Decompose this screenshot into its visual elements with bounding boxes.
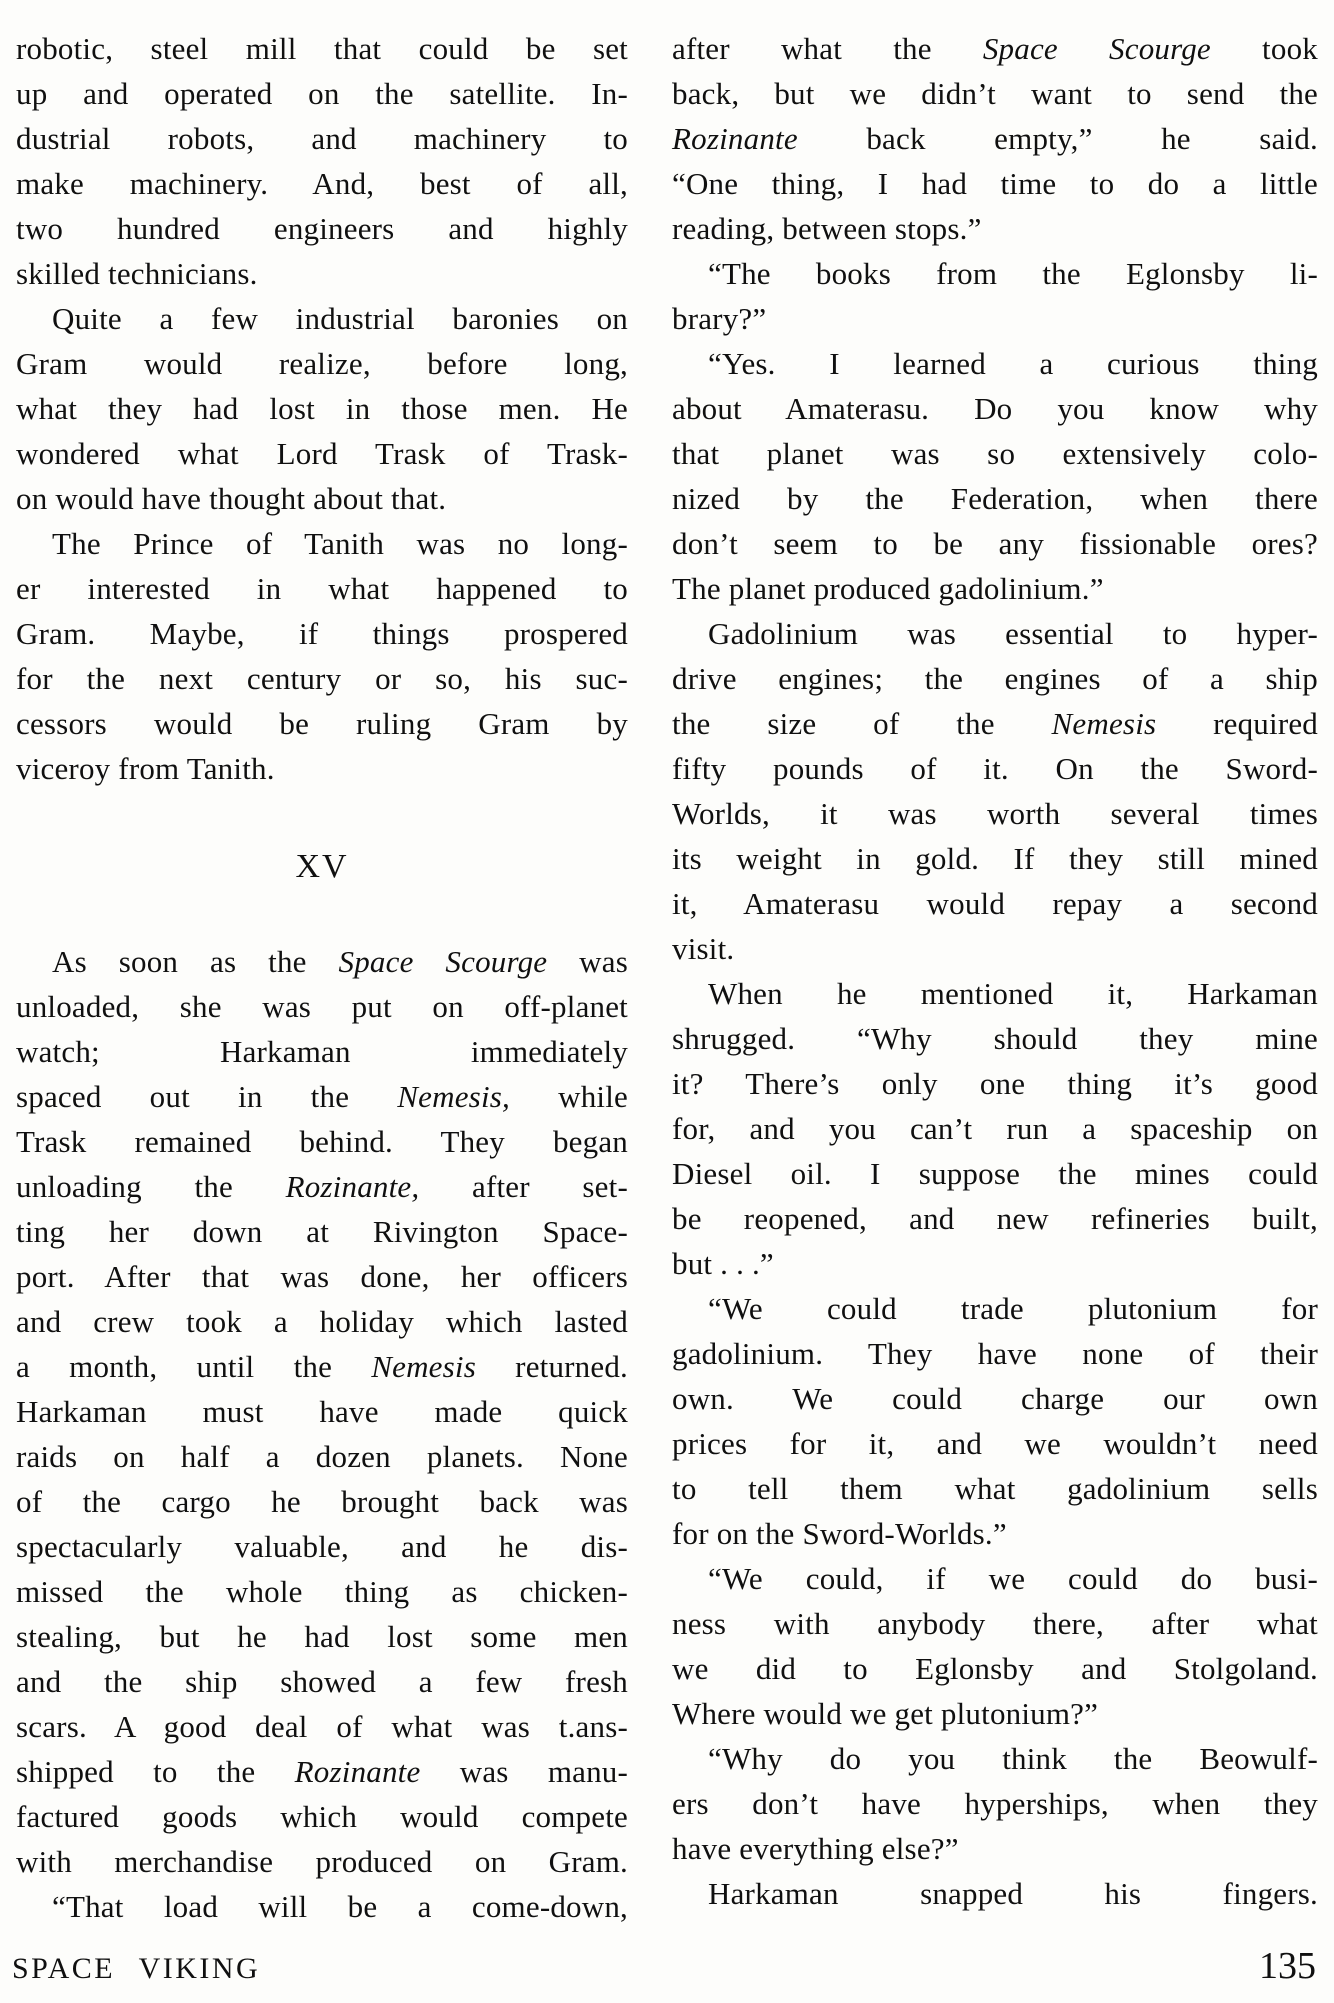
text-line bbox=[16, 296, 628, 341]
text-segment: have everything else?” bbox=[672, 1831, 959, 1866]
italic-text: Rozinante, bbox=[285, 1169, 420, 1204]
text-segment: shrugged. “Why should they mine bbox=[672, 1021, 1318, 1056]
text-segment: The planet produced gadolinium.” bbox=[672, 571, 1104, 606]
text-line bbox=[16, 161, 628, 206]
text-segment: Worlds, it was worth several times bbox=[672, 796, 1318, 831]
text-line bbox=[16, 1479, 628, 1524]
text-line bbox=[672, 1646, 1318, 1691]
text-line bbox=[16, 1299, 628, 1344]
text-segment: ers don’t have hyperships, when they bbox=[672, 1786, 1318, 1821]
text-segment: be reopened, and new refineries built, bbox=[672, 1201, 1318, 1236]
text-segment: back, but we didn’t want to send the bbox=[672, 76, 1318, 111]
text-line bbox=[16, 1704, 628, 1749]
text-line bbox=[672, 1826, 1318, 1871]
text-segment: for on the Sword-Worlds.” bbox=[672, 1516, 1007, 1551]
text-line bbox=[672, 26, 1318, 71]
text-line bbox=[672, 566, 1318, 611]
text-segment: for the next century or so, his suc- bbox=[16, 661, 628, 696]
text-segment: Gram. Maybe, if things prospered bbox=[16, 616, 628, 651]
text-segment: after what the bbox=[672, 31, 983, 66]
text-line bbox=[16, 1749, 628, 1794]
text-segment: prices for it, and we wouldn’t need bbox=[672, 1426, 1318, 1461]
text-segment: missed the whole thing as chicken- bbox=[16, 1574, 628, 1609]
text-segment: with merchandise produced on Gram. bbox=[16, 1844, 628, 1879]
text-segment: Harkaman snapped his fingers. bbox=[708, 1876, 1318, 1911]
text-segment: ness with anybody there, after what bbox=[672, 1606, 1318, 1641]
text-segment: reading, between stops.” bbox=[672, 211, 982, 246]
text-line bbox=[16, 26, 628, 71]
text-line bbox=[672, 71, 1318, 116]
text-line bbox=[16, 431, 628, 476]
text-segment: “We could, if we could do busi- bbox=[708, 1561, 1318, 1596]
text-line bbox=[16, 656, 628, 701]
text-line bbox=[16, 1029, 628, 1074]
text-line bbox=[672, 1286, 1318, 1331]
text-segment: watch; Harkaman immediately bbox=[16, 1034, 628, 1069]
text-segment: back empty,” he said. bbox=[797, 121, 1318, 156]
text-line bbox=[672, 206, 1318, 251]
text-segment: wondered what Lord Trask of Trask- bbox=[16, 436, 628, 471]
italic-text: Nemesis, bbox=[397, 1079, 510, 1114]
text-line bbox=[16, 476, 628, 521]
text-segment: gadolinium. They have none of their bbox=[672, 1336, 1318, 1371]
text-line bbox=[672, 746, 1318, 791]
text-line bbox=[16, 1209, 628, 1254]
text-line bbox=[672, 1511, 1318, 1556]
text-segment: it, Amaterasu would repay a second bbox=[672, 886, 1318, 921]
text-segment: Gram would realize, before long, bbox=[16, 346, 628, 381]
text-segment: “We could trade plutonium for bbox=[708, 1291, 1318, 1326]
text-segment: two hundred engineers and highly bbox=[16, 211, 628, 246]
text-segment: factured goods which would compete bbox=[16, 1799, 628, 1834]
text-segment: to tell them what gadolinium sells bbox=[672, 1471, 1318, 1506]
text-line bbox=[672, 1106, 1318, 1151]
text-line bbox=[16, 521, 628, 566]
text-segment: shipped to the bbox=[16, 1754, 295, 1789]
text-segment: When he mentioned it, Harkaman bbox=[708, 976, 1318, 1011]
text-segment: “That load will be a come-down, bbox=[52, 1889, 628, 1924]
text-line bbox=[672, 1871, 1318, 1916]
text-segment: what they had lost in those men. He bbox=[16, 391, 628, 426]
text-line bbox=[672, 1376, 1318, 1421]
text-segment: unloading the bbox=[16, 1169, 286, 1204]
text-line bbox=[672, 1061, 1318, 1106]
text-segment: the size of the bbox=[672, 706, 1052, 741]
text-segment: that planet was so extensively colo- bbox=[672, 436, 1318, 471]
text-segment: for, and you can’t run a spaceship on bbox=[672, 1111, 1318, 1146]
text-segment: robotic, steel mill that could be set bbox=[16, 31, 628, 66]
text-segment: we did to Eglonsby and Stolgoland. bbox=[672, 1651, 1318, 1686]
text-line bbox=[672, 1331, 1318, 1376]
text-line bbox=[16, 1839, 628, 1884]
text-segment: but . . .” bbox=[672, 1246, 774, 1281]
text-line bbox=[672, 1151, 1318, 1196]
italic-text: Nemesis bbox=[1051, 706, 1157, 741]
text-segment: cessors would be ruling Gram by bbox=[16, 706, 628, 741]
text-segment: it? There’s only one thing it’s good bbox=[672, 1066, 1318, 1101]
text-segment: required bbox=[1156, 706, 1319, 741]
text-line bbox=[16, 939, 628, 984]
text-segment: of the cargo he brought back was bbox=[16, 1484, 628, 1519]
text-line bbox=[16, 206, 628, 251]
text-segment: stealing, but he had lost some men bbox=[16, 1619, 628, 1654]
italic-text: Rozinante bbox=[294, 1754, 421, 1789]
italic-text: Space Scourge bbox=[982, 31, 1211, 66]
text-line bbox=[16, 1164, 628, 1209]
text-line bbox=[672, 1691, 1318, 1736]
text-line bbox=[16, 701, 628, 746]
text-line bbox=[16, 1614, 628, 1659]
text-segment: own. We could charge our own bbox=[672, 1381, 1318, 1416]
text-segment: er interested in what happened to bbox=[16, 571, 628, 606]
text-line bbox=[16, 341, 628, 386]
text-segment: “Why do you think the Beowulf- bbox=[708, 1741, 1318, 1776]
page-body bbox=[16, 26, 1318, 1929]
text-segment: and the ship showed a few fresh bbox=[16, 1664, 628, 1699]
text-segment: Diesel oil. I suppose the mines could bbox=[672, 1156, 1318, 1191]
text-segment: ting her down at Rivington Space- bbox=[16, 1214, 628, 1249]
text-line bbox=[16, 386, 628, 431]
text-segment: Harkaman must have made quick bbox=[16, 1394, 628, 1429]
text-line bbox=[16, 1344, 628, 1389]
text-line bbox=[672, 701, 1318, 746]
text-segment: a month, until the bbox=[16, 1349, 372, 1384]
text-segment: was bbox=[547, 944, 628, 979]
text-segment: and crew took a holiday which lasted bbox=[16, 1304, 628, 1339]
text-segment: about Amaterasu. Do you know why bbox=[672, 391, 1318, 426]
text-line bbox=[672, 1781, 1318, 1826]
text-segment: returned. bbox=[475, 1349, 628, 1384]
text-segment: “The books from the Eglonsby li- bbox=[708, 256, 1318, 291]
text-line bbox=[672, 836, 1318, 881]
text-segment: Quite a few industrial baronies on bbox=[52, 301, 628, 336]
text-line bbox=[672, 341, 1318, 386]
text-segment: fifty pounds of it. On the Sword- bbox=[672, 751, 1318, 786]
text-segment: unloaded, she was put on off-planet bbox=[16, 989, 628, 1024]
text-line bbox=[16, 116, 628, 161]
text-segment: XV bbox=[295, 848, 349, 885]
text-line bbox=[672, 611, 1318, 656]
text-line bbox=[16, 1569, 628, 1614]
text-line bbox=[16, 746, 628, 791]
text-segment: Where would we get plutonium?” bbox=[672, 1696, 1099, 1731]
text-line bbox=[672, 1016, 1318, 1061]
text-line bbox=[16, 611, 628, 656]
text-line bbox=[672, 1196, 1318, 1241]
italic-text: Rozinante bbox=[672, 121, 798, 156]
text-line bbox=[16, 1074, 628, 1119]
text-line bbox=[672, 161, 1318, 206]
text-line bbox=[672, 251, 1318, 296]
page-number: 135 bbox=[1259, 1945, 1316, 1987]
text-line bbox=[672, 1736, 1318, 1781]
text-line bbox=[672, 971, 1318, 1016]
text-line bbox=[672, 431, 1318, 476]
text-segment: dustrial robots, and machinery to bbox=[16, 121, 628, 156]
text-line bbox=[16, 251, 628, 296]
column-left bbox=[16, 26, 628, 1929]
text-segment: while bbox=[509, 1079, 628, 1114]
text-segment: port. After that was done, her officers bbox=[16, 1259, 628, 1294]
text-segment: viceroy from Tanith. bbox=[16, 751, 275, 786]
text-line bbox=[672, 1601, 1318, 1646]
text-line bbox=[672, 1466, 1318, 1511]
text-segment: up and operated on the satellite. In- bbox=[16, 76, 628, 111]
text-segment: Gadolinium was essential to hyper- bbox=[708, 616, 1318, 651]
text-segment: spaced out in the bbox=[16, 1079, 398, 1114]
text-segment: drive engines; the engines of a ship bbox=[672, 661, 1318, 696]
text-segment: don’t seem to be any fissionable ores? bbox=[672, 526, 1318, 561]
text-line bbox=[16, 1884, 628, 1929]
text-line bbox=[672, 116, 1318, 161]
column-right bbox=[672, 26, 1318, 1929]
text-segment: brary?” bbox=[672, 301, 767, 336]
text-segment: spectacularly valuable, and he dis- bbox=[16, 1529, 628, 1564]
text-segment: make machinery. And, best of all, bbox=[16, 166, 628, 201]
text-line bbox=[672, 296, 1318, 341]
text-line bbox=[16, 71, 628, 116]
text-segment: “One thing, I had time to do a little bbox=[672, 166, 1318, 201]
text-line bbox=[16, 1119, 628, 1164]
chapter-heading bbox=[16, 844, 628, 889]
text-line bbox=[16, 1659, 628, 1704]
text-line bbox=[672, 791, 1318, 836]
text-segment: nized by the Federation, when there bbox=[672, 481, 1318, 516]
text-segment: As soon as the bbox=[52, 944, 339, 979]
text-line bbox=[16, 1794, 628, 1839]
page-footer bbox=[12, 1944, 1316, 1988]
text-line bbox=[672, 881, 1318, 926]
text-segment: raids on half a dozen planets. None bbox=[16, 1439, 628, 1474]
text-line bbox=[672, 926, 1318, 971]
text-segment: after set- bbox=[419, 1169, 628, 1204]
text-line bbox=[16, 1434, 628, 1479]
text-segment: The Prince of Tanith was no long- bbox=[52, 526, 628, 561]
text-segment: was manu- bbox=[420, 1754, 629, 1789]
text-segment: scars. A good deal of what was t.ans- bbox=[16, 1709, 628, 1744]
text-line bbox=[672, 386, 1318, 431]
text-line bbox=[672, 521, 1318, 566]
text-segment: skilled technicians. bbox=[16, 256, 258, 291]
text-line bbox=[672, 476, 1318, 521]
text-segment: on would have thought about that. bbox=[16, 481, 447, 516]
text-line bbox=[16, 1254, 628, 1299]
text-line bbox=[672, 1241, 1318, 1286]
text-segment: took bbox=[1210, 31, 1318, 66]
text-segment: “Yes. I learned a curious thing bbox=[708, 346, 1318, 381]
text-line bbox=[672, 656, 1318, 701]
text-line bbox=[672, 1421, 1318, 1466]
text-line bbox=[672, 1556, 1318, 1601]
text-line bbox=[16, 1524, 628, 1569]
text-line bbox=[16, 566, 628, 611]
text-segment: its weight in gold. If they still mined bbox=[672, 841, 1318, 876]
text-line bbox=[16, 1389, 628, 1434]
text-line bbox=[16, 984, 628, 1029]
text-segment: visit. bbox=[672, 931, 735, 966]
italic-text: Nemesis bbox=[371, 1349, 476, 1384]
italic-text: Space Scourge bbox=[338, 944, 548, 979]
running-title: SPACE VIKING bbox=[12, 1952, 261, 1985]
text-segment: Trask remained behind. They began bbox=[16, 1124, 628, 1159]
